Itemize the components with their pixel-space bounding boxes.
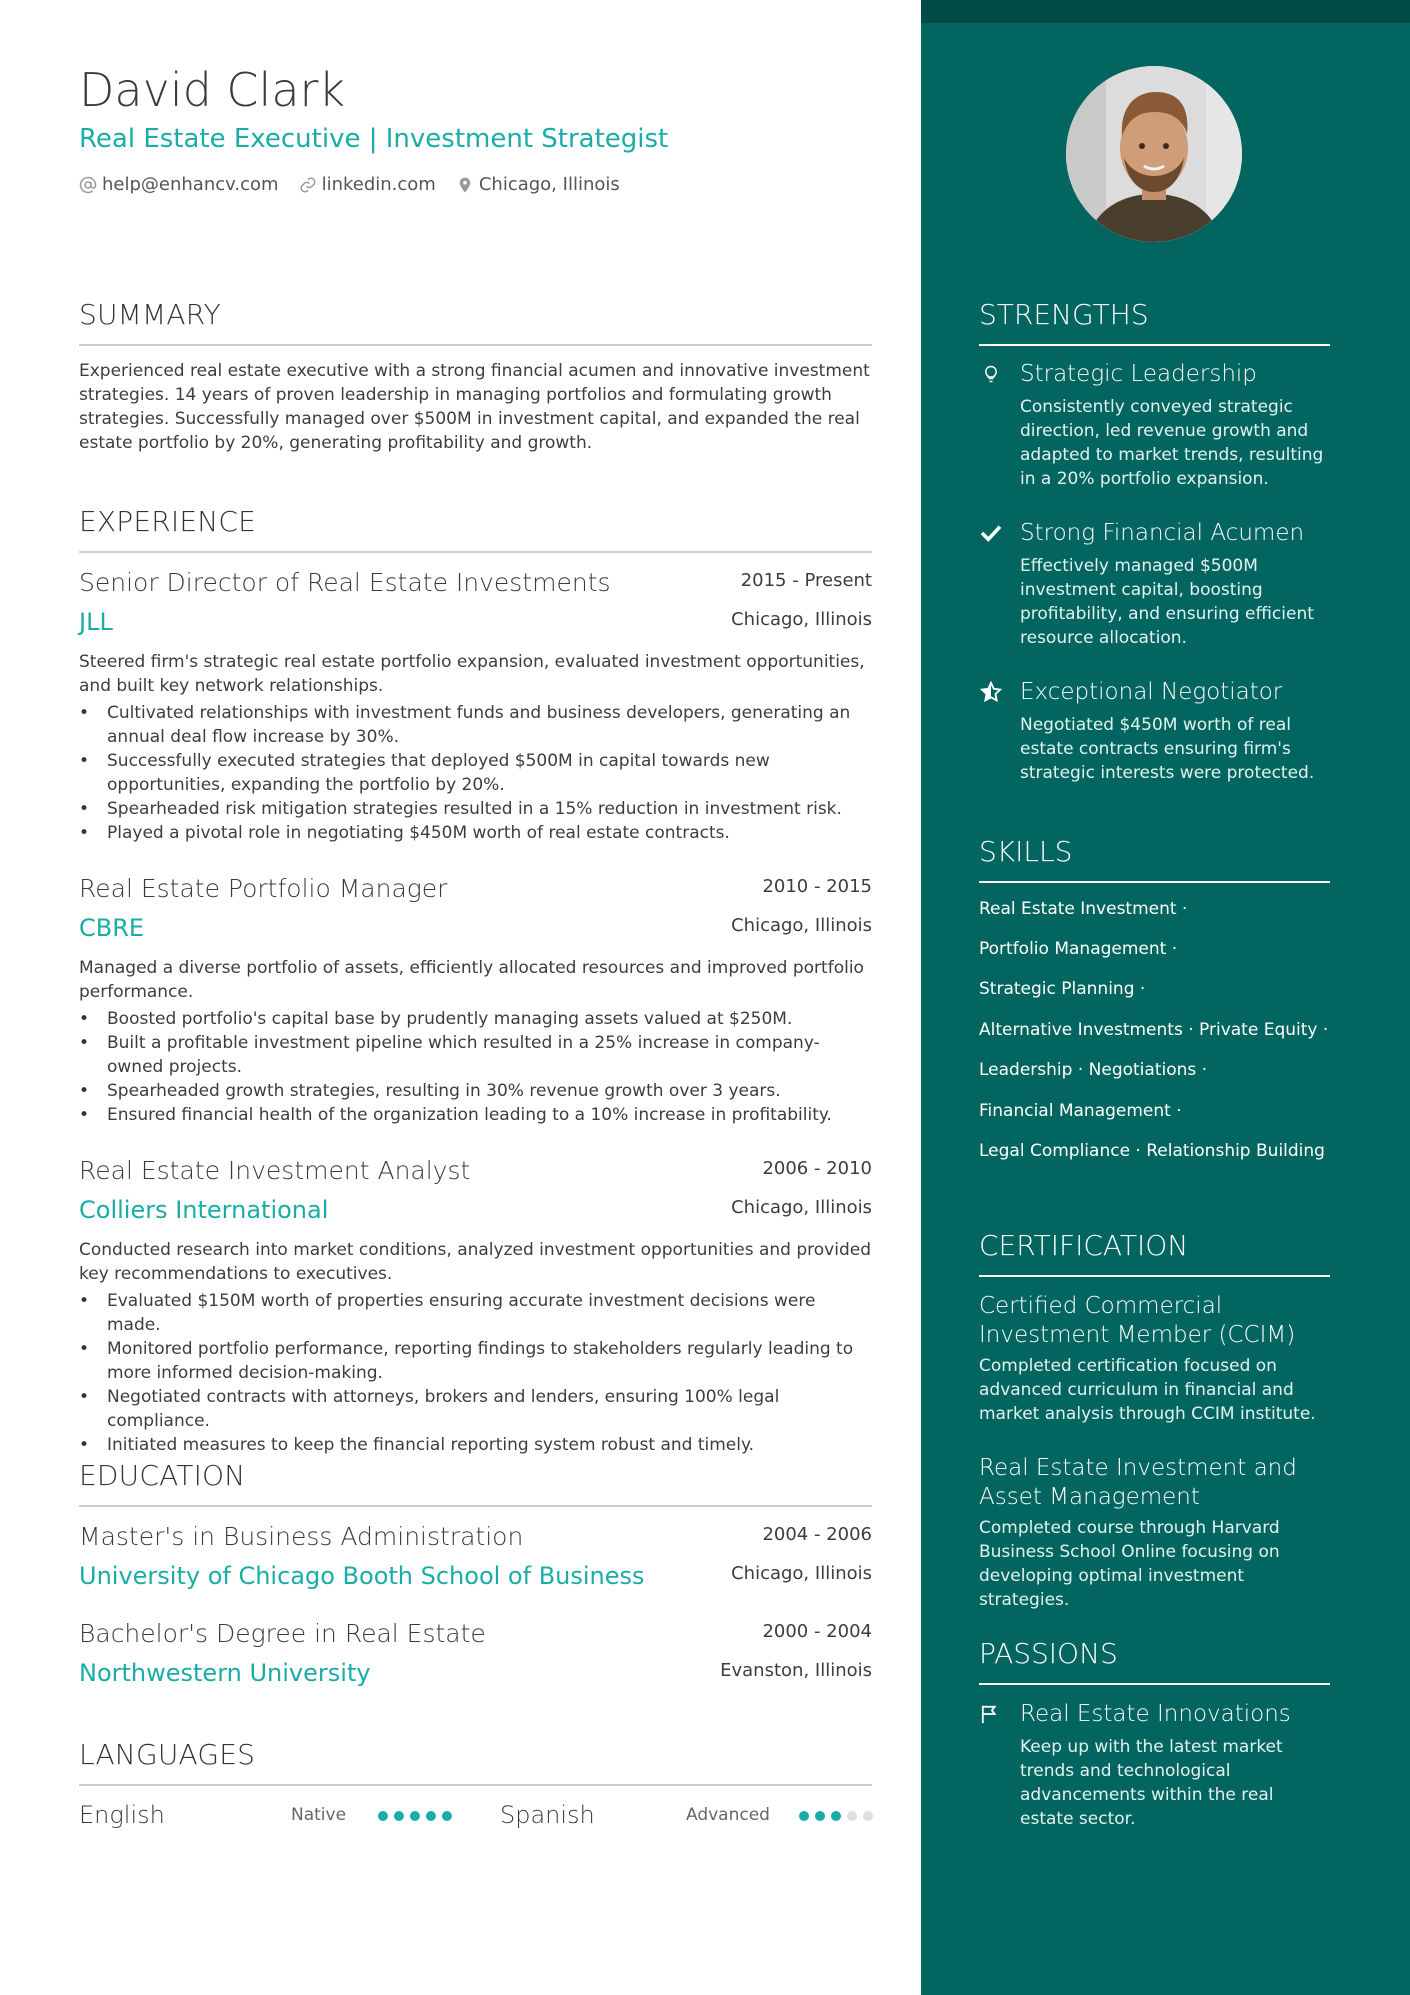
certification-title: Real Estate Investment and Asset Management — [979, 1455, 1297, 1510]
achievement-item: • Ensured financial health of the organization leading to a 10% increase in profitability. — [79, 1103, 872, 1127]
experience-divider — [79, 551, 872, 553]
job-description: Managed a diverse portfolio of assets, efficiently allocated resources and improved portfolio performance. — [79, 958, 864, 1002]
achievement-item: • Cultivated relationships with investment funds and business developers, generating an annual deal flow increase by 30%. — [79, 701, 872, 749]
languages-row — [79, 1799, 872, 1831]
sidebar-top-band — [921, 0, 1410, 23]
experience-heading: EXPERIENCE — [79, 505, 257, 538]
job-location: Chicago, Illinois — [731, 1197, 872, 1218]
job-title: Real Estate Investment Analyst — [79, 1156, 471, 1185]
achievement-item: • Negotiated contracts with attorneys, brokers and lenders, ensuring 100% legal compliance. — [79, 1385, 872, 1433]
education-dates: 2004 - 2006 — [762, 1524, 872, 1545]
contact-bar — [79, 174, 640, 195]
strength-text: Consistently conveyed strategic direction, led revenue growth and adapted to market trends, resulting in a 20% portfolio expansion. — [1020, 397, 1324, 489]
contact-email[interactable] — [79, 174, 279, 195]
skill-line: Strategic Planning · — [979, 979, 1146, 999]
rating-dot — [799, 1811, 809, 1821]
language-level: Advanced — [686, 1805, 770, 1825]
school-name: Northwestern University — [79, 1659, 371, 1687]
certification-title: Certified Commercial Investment Member (CCIM) — [979, 1293, 1296, 1348]
education-location: Evanston, Illinois — [720, 1660, 872, 1681]
achievement-item: • Built a profitable investment pipeline which resulted in a 25% increase in company-owned projects. — [79, 1031, 872, 1079]
achievement-item: • Boosted portfolio's capital base by prudently managing assets valued at $250M. — [79, 1007, 872, 1031]
achievement-item: • Monitored portfolio performance, reporting findings to stakeholders regularly leading to more informed decision-making. — [79, 1337, 872, 1385]
candidate-name: David Clark — [79, 63, 346, 117]
summary-heading: SUMMARY — [79, 298, 221, 331]
rating-dot — [442, 1811, 452, 1821]
at-sign-icon — [79, 176, 97, 194]
job-description: Conducted research into market conditions, analyzed investment opportunities and provided key recommendations to executives. — [79, 1240, 872, 1284]
job-title: Senior Director of Real Estate Investments — [79, 568, 611, 597]
link-icon — [299, 176, 317, 194]
education-dates: 2000 - 2004 — [762, 1621, 872, 1642]
skill-line: Real Estate Investment · — [979, 899, 1188, 919]
sidebar — [921, 0, 1410, 1995]
skill-line: Leadership · Negotiations · — [979, 1060, 1208, 1080]
certification-text: Completed course through Harvard Business School Online focusing on developing optimal investment strategies. — [979, 1518, 1280, 1610]
skill-line: Legal Compliance · Relationship Building — [979, 1141, 1325, 1161]
summary-divider — [79, 344, 872, 346]
job-title: Real Estate Portfolio Manager — [79, 874, 448, 903]
strength-text: Effectively managed $500M investment capital, boosting profitability, and ensuring efficient resource allocation. — [1020, 556, 1314, 648]
profile-photo — [1066, 66, 1242, 242]
achievement-item: • Evaluated $150M worth of properties ensuring accurate investment decisions were made. — [79, 1289, 872, 1337]
summary-text: Experienced real estate executive with a strong financial acumen and innovative investment strategies. 14 years of proven leadership in managing portfolios and formulating growth strategies. Successfully managed over $500M in investment capital, and expanded the real estate portfolio by 20%, generating profitability and growth. — [79, 361, 870, 453]
job-company: JLL — [79, 608, 113, 636]
skill-line: Portfolio Management · — [979, 939, 1178, 959]
achievement-item: • Initiated measures to keep the financial reporting system robust and timely. — [79, 1433, 872, 1457]
strengths-heading: STRENGTHS — [979, 298, 1149, 331]
language-rating — [799, 1811, 879, 1821]
strengths-divider — [979, 344, 1330, 346]
achievement-item: • Played a pivotal role in negotiating $450M worth of real estate contracts. — [79, 821, 872, 845]
achievement-item: • Spearheaded growth strategies, resulting in 30% revenue growth over 3 years. — [79, 1079, 872, 1103]
degree-title: Master's in Business Administration — [79, 1522, 524, 1551]
skill-line: Financial Management · — [979, 1101, 1182, 1121]
checkmark-icon — [979, 521, 1003, 545]
job-achievements — [79, 701, 872, 845]
degree-title: Bachelor's Degree in Real Estate — [79, 1619, 486, 1648]
job-achievements — [79, 1289, 872, 1457]
passion-text: Keep up with the latest market trends and technological advancements within the real estate sector. — [1020, 1737, 1283, 1829]
skills-heading: SKILLS — [979, 835, 1073, 868]
school-name: University of Chicago Booth School of Business — [79, 1562, 645, 1590]
education-location: Chicago, Illinois — [731, 1563, 872, 1584]
achievement-item: • Spearheaded risk mitigation strategies resulted in a 15% reduction in investment risk. — [79, 797, 872, 821]
language-rating — [378, 1811, 458, 1821]
skill-line: Alternative Investments · Private Equity · — [979, 1020, 1329, 1040]
strength-title: Strong Financial Acumen — [1020, 520, 1305, 546]
certification-heading: CERTIFICATION — [979, 1229, 1189, 1262]
email-text: help@enhancv.com — [102, 174, 279, 195]
job-achievements — [79, 1007, 872, 1127]
strength-title: Strategic Leadership — [1020, 361, 1257, 387]
education-divider — [79, 1505, 872, 1507]
passions-heading: PASSIONS — [979, 1637, 1118, 1670]
star-half-icon — [979, 680, 1003, 704]
job-location: Chicago, Illinois — [731, 609, 872, 630]
job-dates: 2010 - 2015 — [762, 876, 872, 897]
achievement-item: • Successfully executed strategies that deployed $500M in capital towards new opportunities, expanding the portfolio by 20%. — [79, 749, 872, 797]
skills-divider — [979, 881, 1330, 883]
flag-icon — [979, 1702, 1003, 1726]
rating-dot — [394, 1811, 404, 1821]
job-dates: 2015 - Present — [740, 570, 872, 591]
rating-dot — [847, 1811, 857, 1821]
rating-dot — [815, 1811, 825, 1821]
passions-divider — [979, 1683, 1330, 1685]
job-location: Chicago, Illinois — [731, 915, 872, 936]
language-name: English — [79, 1801, 165, 1829]
lightbulb-icon — [979, 362, 1003, 386]
languages-heading: LANGUAGES — [79, 1738, 256, 1771]
avatar — [1066, 66, 1242, 242]
passion-title: Real Estate Innovations — [1020, 1701, 1291, 1727]
contact-location — [456, 174, 620, 195]
rating-dot — [831, 1811, 841, 1821]
linkedin-text: linkedin.com — [321, 174, 436, 195]
language-level: Native — [291, 1805, 347, 1825]
map-pin-icon — [456, 176, 474, 194]
strength-text: Negotiated $450M worth of real estate contracts ensuring firm's strategic interests were protected. — [1020, 715, 1315, 783]
rating-dot — [863, 1811, 873, 1821]
certification-text: Completed certification focused on advanced curriculum in financial and market analysis through CCIM institute. — [979, 1356, 1316, 1424]
rating-dot — [378, 1811, 388, 1821]
languages-divider — [79, 1784, 872, 1786]
rating-dot — [426, 1811, 436, 1821]
contact-linkedin[interactable] — [299, 174, 436, 195]
strength-title: Exceptional Negotiator — [1020, 679, 1283, 705]
candidate-headline: Real Estate Executive | Investment Strategist — [79, 124, 669, 154]
job-company: Colliers International — [79, 1196, 329, 1224]
certification-divider — [979, 1275, 1330, 1277]
education-heading: EDUCATION — [79, 1459, 246, 1492]
job-dates: 2006 - 2010 — [762, 1158, 872, 1179]
language-name: Spanish — [500, 1801, 595, 1829]
location-text: Chicago, Illinois — [478, 174, 620, 195]
job-company: CBRE — [79, 914, 145, 942]
job-description: Steered firm's strategic real estate portfolio expansion, evaluated investment opportunities, and built key network relationships. — [79, 652, 865, 696]
rating-dot — [410, 1811, 420, 1821]
